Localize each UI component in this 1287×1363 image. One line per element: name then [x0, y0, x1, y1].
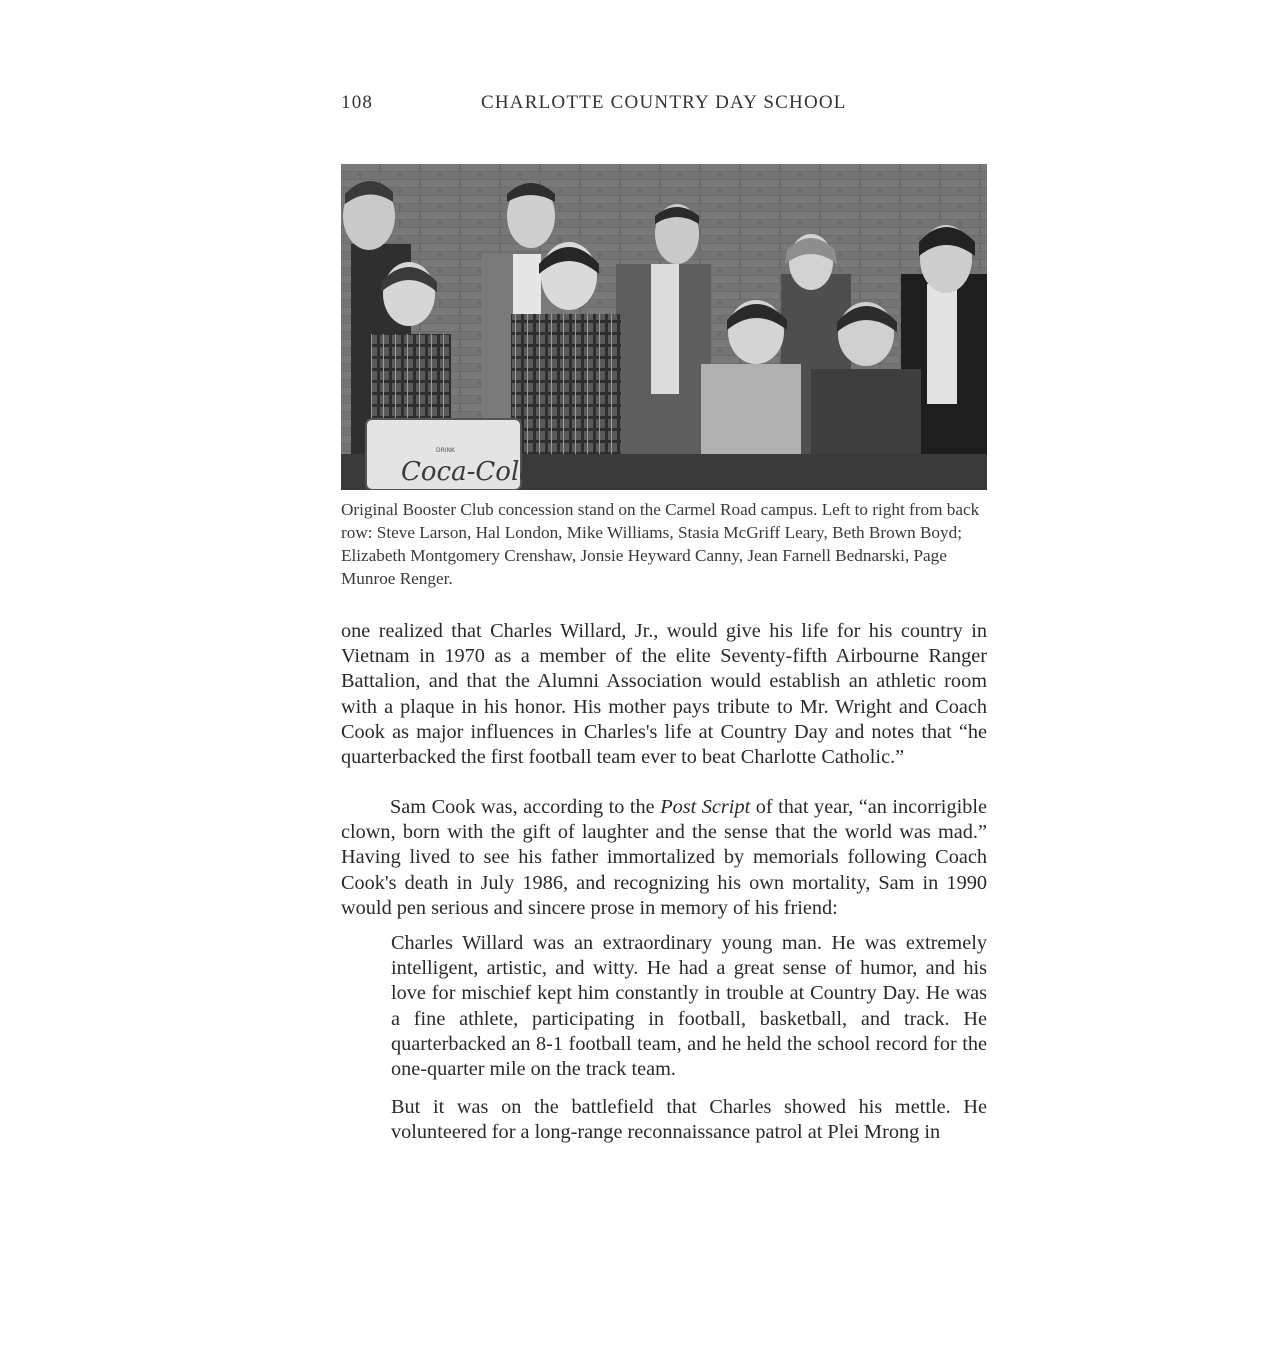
block-quote-1: Charles Willard was an extraordinary young man. He was extremely intelligent, artistic, and witty. He had a great sense of humor, and his love for mischief kept him constantly in trouble at Country Day. He was a fine athlete, participating in football, basketball, and track. He quarterbacked an 8-1 football team, and he held the school record for the one-quarter mile on the track team.: [391, 932, 987, 1081]
paragraph-2-before: Sam Cook was, according to the: [390, 796, 661, 818]
photo-illustration: [341, 164, 987, 490]
paragraph-2: [341, 795, 987, 921]
page-number: 108: [341, 92, 374, 113]
cooler-logo-text: Coca-Cola: [401, 457, 535, 487]
paragraph-2-after: of that year, “an incorrigible clown, born with the gift of laughter and the sense that the world was mad.” Having lived to see his father immortalized by memorials following Coach Cook's death in July 1986, and recognizing his own mortality, Sam in 1990 would pen serious and sincere prose in memory of his friend:: [341, 796, 987, 919]
block-quote-2: But it was on the battlefield that Charles showed his mettle. He volunteered for a long-range reconnaissance patrol at Plei Mrong in: [391, 1096, 987, 1144]
running-head: [341, 92, 987, 118]
coca-cola-cooler: [366, 419, 535, 490]
group-photo: [341, 164, 987, 490]
photo-caption: Original Booster Club concession stand on the Carmel Road campus. Left to right from back row: Steve Larson, Hal London, Mike Williams, Stasia McGriff Leary, Beth Brown Boyd; Elizabeth Montgomery Crenshaw, Jonsie Heyward Canny, Jean Farnell Bednarski, Page Munroe Renger.: [341, 500, 980, 588]
running-title: CHARLOTTE COUNTRY DAY SCHOOL: [481, 92, 847, 113]
paragraph-1: one realized that Charles Willard, Jr., would give his life for his country in Vietnam in 1970 as a member of the elite Seventy-fifth Airbourne Ranger Battalion, and that the Alumni Association would establish an athletic room with a plaque in his honor. His mother pays tribute to Mr. Wright and Coach Cook as major influences in Charles's life at Country Day and notes that “he quarterbacked the first football team ever to beat Charlotte Catholic.”: [341, 620, 987, 769]
cooler-drink-text: DRINK: [436, 447, 455, 454]
post-script-title: Post Script: [660, 796, 751, 818]
